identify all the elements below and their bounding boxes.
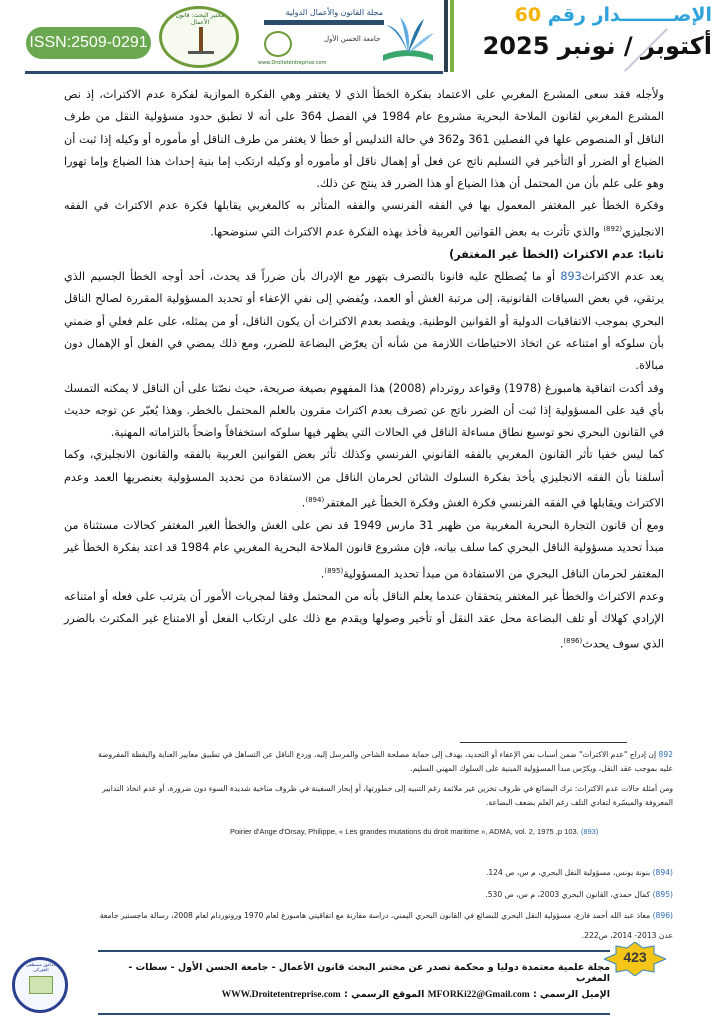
website-link[interactable]: WWW.Droitetentreprise.com (221, 990, 341, 1000)
footnote-ref[interactable]: (895) (324, 566, 344, 575)
footnote-892: 892 إن إدراج "عدم الاكتراث" ضمن أسباب نفي الإعفاء أو التحديد، يهدف إلى حماية مصلحة الشاحن والمرسل إليه، وردع الناقل عن التساهل في تطبيق معايير العناية واليقظة المفروضة عليه بموجب عقد النقل، ويكرّس مبدأ المسؤولية المبنية على السلوك المهني السليم. (97, 750, 673, 773)
footer-journal-line: مجلة علمية معتمدة دوليا و محكمة تصدر عن مختبر البحث قانون الأعمال - جامعة الحسن الأول - سطات - المغرب (128, 962, 610, 984)
issue-info (462, 4, 712, 60)
paragraph: يعد عدم الاكتراث893 أو ما يُصطلح عليه قانونا بالتصرف بتهور مع الإدراك بأن ضرراً قد يحدث، أحد أوجه الخطأ الجسيم الذي يرتقي، في بعض السياقات القانونية، إلى مرتبة الغش أو العمد، ويُفضي إلى نفي الإعفاء أو تحديد المسؤولية المقررة لصالح الناقل البحري بموجب الاتفاقيات الدولية أو القوانين الوطنية. ويقصد بعدم الاكتراث أن يكون الناقل، أو من يمثله، على علم فعلي أو ضمني بأن سلوكه أو امتناعه عن اتخاذ الاحتياطات اللازمة من شأنه أن يعرّض البضاعة للضرر، ومع ذلك يمضي في الفعل أو الإهمال دون مبالاة. (64, 270, 664, 373)
footnote-separator (460, 742, 627, 743)
footer-rule-top (98, 950, 610, 952)
lab-seal-logo (159, 6, 239, 68)
footnotes-block (88, 748, 673, 810)
issue-date: أكتوبر / نونبر 2025 (482, 32, 712, 60)
paragraph: وفكرة الخطأ غير المغتفر المعمول بها في الفقه الفرنسي والفقه المتأثر به كالمغربي يقابلها فكرة عدم الاكتراث في الفقه الانجليزي$^{(892)}$ والذي تأثرت به بعض القوانين العربية فأخذ بهذه الفكرة عدم الاكتراث التي سنوضحها. (64, 199, 664, 239)
paragraph: ومع أن قانون التجارة البحرية المغربية من ظهير 31 مارس 1949 قد نص على الغش والخطأ الغير المغتفر كحالات مستثناة من مبدأ تحديد مسؤولية الناقل البحري كما سلف بيانه، فإن مشروع قانون الملاحة البحرية المغربي عام 1984 قد اعتد بفكرة الخطأ غير المغتفر لحرمان الناقل البحري من الاستفادة من مبدأ تحديد المسؤولية$^{(895)}$. (64, 519, 664, 581)
issue-label: الإصــــــــدار رقم (547, 4, 712, 26)
paragraph: وقد أكدت اتفاقية هامبورغ (1978) وقواعد روتردام (2008) هذا المفهوم بصيغة صريحة، حيث نصّتا على أن الناقل لا يمكنه التمسك بأي قيد على المسؤولية إذا ثبت أن الضرر ناتج عن تصرف بعدم اكتراث مقرون بالعلم المحتمل بالخطر. وهذا يُعبّر عن توجه حديث في القانون البحري نحو توسيع نطاق مساءلة الناقل في الحالات التي يظهر فيها سلوكه استخفافاً واضحاً بالتزاماته المهنية. (64, 381, 664, 440)
journal-subtitle-bar (264, 20, 384, 25)
footer-seal-text: الدكتور مصطفى الفوركي (25, 963, 57, 973)
header-divider (444, 0, 458, 72)
footer-contact-line (120, 989, 610, 1000)
open-book-icon (378, 15, 438, 65)
header-rule (25, 71, 443, 74)
issue-label-line (462, 4, 712, 26)
university-name: جامعة الحسن الأول (324, 35, 381, 43)
footnote-link-893[interactable]: 893 (560, 270, 582, 284)
footnote-ref[interactable]: (896) (563, 637, 583, 646)
journal-website-small: www.Droitetentreprise.com (258, 60, 327, 66)
issn-badge: ISSN:2509-0291 (26, 27, 151, 59)
footnote-893: Poirier d'Ange d'Orsay, Philippe, « Les grandes mutations du droit maritime », ADMA, vol. 2, 1975 ,p 103. (893) (230, 827, 599, 836)
page-header (0, 0, 724, 75)
mini-seal-icon (264, 31, 292, 57)
journal-logo (258, 5, 438, 67)
email-link[interactable]: MFORKi22@Gmail.com (427, 990, 530, 1000)
section-heading: ثانيا: عدم الاكتراث (الخطأ غير المغتفر) (449, 247, 664, 261)
footnote-896: (896) معاذ عبد الله أحمد فارع، مسؤولية النقل البحري للبضائع في القانون البحري اليمني، دراسة مقارنة مع اتفاقيتي هامبورغ لعام 1970 وروتوردام لعام 2008، رسالة ماجستير جامعة عدن 2013- 2014، ص222. (99, 911, 673, 940)
issue-number: 60 (514, 4, 542, 26)
paragraph: وعدم الاكتراث والخطأ غير المغتفر يتحققان عندما يعلم الناقل بأنه من المحتمل وفقا لمجريات الأمور أن يترتب على فعله أو امتناعه الإرادي كهلاك أو تلف البضاعة محل عقد النقل أو تأخير وصولها ويقدم مع ذلك على ارتكاب الفعل أو الامتناع غير المكترث بالضرر الذي سوف يحدث$^{(896)}$. (64, 589, 664, 652)
footnote-examples: ومن أمثلة حالات عدم الاكتراث: ترك البضائع في ظروف تخزين غير ملائمة رغم التنبيه إلى خطورتها، أو إبحار السفينة في ظروف مناخية شديدة السوء دون ضرورة، أو عدم اتخاذ التدابير المعروفة والميسّرة لتفادي التلف رغم العلم بضعف البضاعة. (102, 784, 673, 807)
footer-rule-bottom (98, 1013, 610, 1015)
site-label: الموقع الرسمي : (340, 989, 425, 1000)
footnote-ref[interactable]: (894) (305, 496, 325, 505)
email-label: الإميل الرسمي : (529, 989, 610, 1000)
footnote-895: (895) كمال حمدي، القانون البحري 2003، م س، ص 530. (485, 890, 673, 899)
paragraph: ولأجله فقد سعى المشرع المغربي على الاعتماد بفكرة الخطأ الذي لا يغتفر وهي الفكرة الموازية لفكرة عدم الاكتراث، إذ نص المشرع المغربي لقانون الملاحة البحرية مشروع عام 1984 في الفصل 364 على أنه لا تطبق حدود مسؤولية النقل من طرف الناقل أو المنصوص علها في الفصلين 361 و362 في حالة التدليس أو خطأ لا يغتفر من طرف الناقل أو مأموره أو وكيله إذا ثبت أن الضياع أو الضرر أو التأخير في التسليم ناتج عن فعل أو إهمال ناقل أو مأموره أو وكيله ارتكب إما بنية إحداث هذا الضياع وإما تهورا وهو على علم بأن من المحتمل أن هذا الضياع أو هذا الضرر قد ينتج عن ذلك. (64, 88, 664, 191)
article-body (64, 84, 664, 656)
scales-of-justice-icon (188, 27, 214, 54)
journal-name: مجلة القانون والأعمال الدولية (285, 8, 383, 17)
footnote-ref[interactable]: (892) (603, 224, 623, 233)
paragraph: كما ليس خفيا تأثر القانون المغربي بالفقه القانوني الفرنسي وكذلك تأثر بعض القوانين العربية بالفقه والقانون الانجليزي، وكما أسلفنا بأن الفقه الانجليزي يأخذ بفكرة السلوك الشائن لحرمان الناقل من الاستفادة من تحديد المسؤولية بعنصريها العمد وعدم الاكتراث ويقابلها في الفقه الفرنسي فكرة الغش وفكرة الخطأ غير المغتفر$^{(894)}$. (64, 448, 664, 510)
lab-seal-text: مختبر البحث: قانون الأعمال (175, 12, 225, 26)
footer-seal-logo (12, 957, 68, 1013)
page-number: 423 (623, 949, 647, 965)
footnote-894: (894) بنونة يونس، مسؤولية النقل البحري، م س، ص 124. (485, 868, 673, 877)
footnote-list (88, 862, 673, 946)
footer-seal-emblem-icon (29, 976, 53, 994)
